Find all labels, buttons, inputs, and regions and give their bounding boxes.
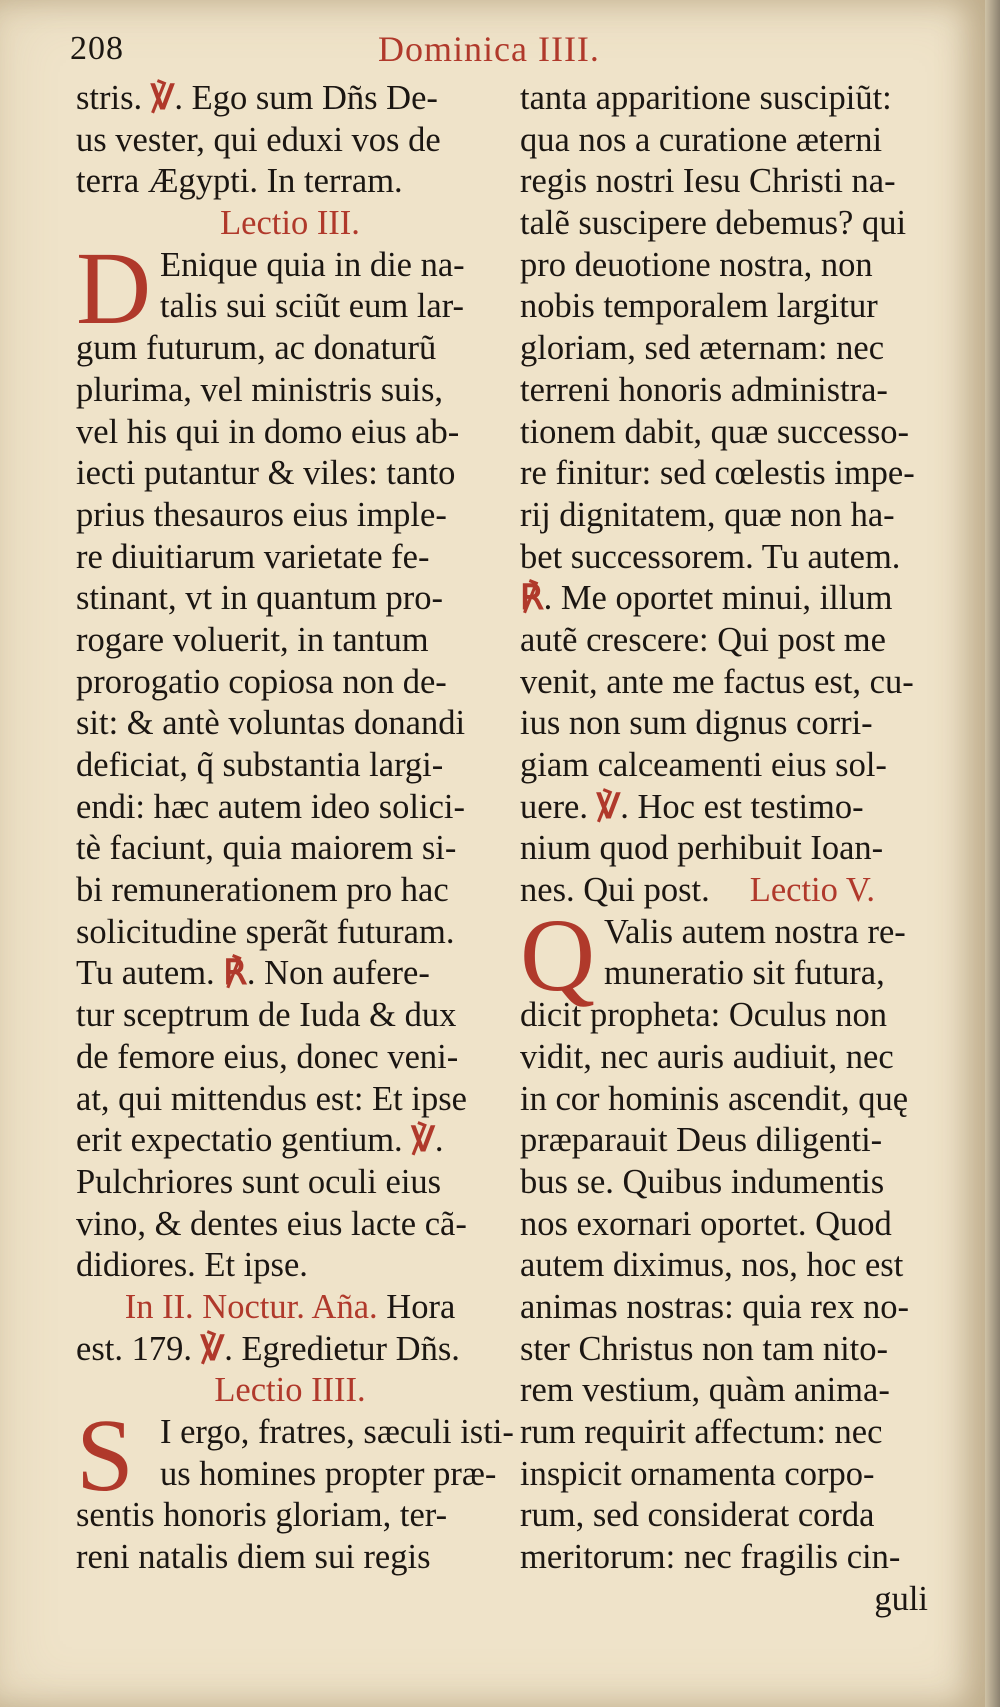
text-line: deficiat, q̃ substantia largi- — [76, 746, 444, 784]
text-line: prorogatio copiosa non de- — [76, 662, 447, 701]
text-line: rum requirit affectum: nec — [520, 1413, 883, 1451]
text-line: de femore eius, donec veni- — [76, 1037, 459, 1076]
text-line: giam calceamenti eius sol- — [520, 746, 887, 784]
text-line: sit: & antè voluntas donandi — [76, 704, 466, 743]
lectio-5-block — [520, 897, 938, 1579]
text-line: Tu autem. ℟. Non aufere- — [76, 954, 430, 993]
text-line: re finitur: sed cœlestis impe- — [520, 454, 915, 493]
nocturn-rubric-line — [76, 1287, 504, 1329]
page-number: 208 — [70, 30, 124, 67]
catchword: guli — [874, 1579, 928, 1618]
text-line: tè faciunt, quia maiorem si- — [76, 829, 457, 868]
text-line: ster Christus non tam nito- — [520, 1329, 888, 1368]
text-line: qua nos a curatione æterni — [520, 120, 883, 159]
text-line: bi remunerationem pro hac — [76, 871, 449, 910]
text-line: us vester, qui eduxi vos de — [76, 120, 441, 159]
text-line: rem vestium, quàm anima- — [520, 1371, 890, 1410]
text-line: pro deuotione nostra, non — [520, 245, 873, 284]
text-line: talẽ suscipere debemus? qui — [520, 204, 907, 243]
text-line: in cor hominis ascendit, quę — [520, 1079, 909, 1118]
lectio-4-heading: Lectio IIII. — [214, 1371, 366, 1410]
text-line: muneratio sit futura, — [604, 954, 885, 993]
text-line: terra Ægypti. In terram. — [76, 162, 403, 201]
text-line: rogare voluerit, in tantum — [76, 620, 429, 659]
text-line: solicitudine sperãt futuram. — [76, 912, 455, 951]
text-line: tionem dabit, quæ successo- — [520, 412, 910, 451]
nocturn-rubric: In II. Noctur. Aña. — [124, 1287, 378, 1326]
text-line: terreni honoris administra- — [520, 370, 888, 409]
text-line: plurima, vel ministris suis, — [76, 370, 444, 409]
page-edge — [985, 0, 1000, 1707]
left-column — [76, 78, 514, 1579]
text-line: autem diximus, nos, hoc est — [520, 1246, 904, 1285]
page-header — [70, 30, 940, 72]
lectio-5-heading: Lectio V. — [749, 871, 875, 910]
text-line: sentis honoris gloriam, ter- — [76, 1496, 448, 1535]
text-line: nes. Qui post. — [520, 871, 710, 910]
lectio-3-heading: Lectio III. — [220, 204, 360, 243]
text-line: us homines propter præ- — [160, 1454, 497, 1493]
text-line: bus se. Quibus indumentis — [520, 1162, 885, 1201]
versicle-symbol: ℣ — [200, 1329, 225, 1368]
drop-cap-d: D — [76, 230, 152, 346]
lectio-4-block — [76, 1398, 514, 1579]
text-line: ius non sum dignus corri- — [520, 704, 873, 743]
text-line: Pulchriores sunt oculi eius — [76, 1162, 442, 1201]
text-line: rum, sed considerat corda — [520, 1496, 875, 1535]
responsory-symbol: ℟ — [520, 579, 544, 618]
text-line: bet successorem. Tu autem. — [520, 537, 901, 576]
text-line: præparauit Deus diligenti- — [520, 1121, 883, 1160]
text-line: talis sui sciũt eum lar- — [160, 287, 464, 326]
text-line: reni natalis diem sui regis — [76, 1538, 431, 1577]
text-line: animas nostras: quia rex no- — [520, 1287, 909, 1326]
text-line: didiores. Et ipse. — [76, 1246, 308, 1285]
text-line: nobis temporalem largitur — [520, 287, 878, 326]
text-line: regis nostri Iesu Christi na- — [520, 162, 896, 201]
text-line: erit expectatio gentium. ℣. — [76, 1121, 444, 1160]
text-line: stris. ℣. Ego sum Dñs De- — [76, 79, 438, 117]
text-line: I ergo, fratres, sæculi isti- — [160, 1413, 514, 1451]
text-line: tanta apparitione suscipiũt: — [520, 79, 892, 117]
versicle-symbol: ℣ — [150, 79, 175, 117]
text-line: vel his qui in domo eius ab- — [76, 412, 460, 451]
text-line: gum futurum, ac donaturũ — [76, 329, 437, 368]
text-line: meritorum: nec fragilis cin- — [520, 1538, 901, 1577]
versicle-symbol: ℣ — [596, 787, 621, 826]
text-line: gloriam, sed æternam: nec — [520, 329, 885, 368]
text-line: ℟. Me oportet minui, illum — [520, 579, 893, 618]
text-line: est. 179. ℣. Egredietur Dñs. — [76, 1329, 460, 1368]
text-line: vino, & dentes eius lacte cã- — [76, 1204, 467, 1243]
drop-cap-q: Q — [520, 897, 596, 1013]
text-line: iecti putantur & viles: tanto — [76, 454, 456, 493]
right-column — [520, 78, 938, 1620]
text-line: prius thesauros eius imple- — [76, 495, 447, 534]
text-line: rij dignitatem, quæ non ha- — [520, 495, 895, 534]
drop-cap-s: S — [76, 1398, 134, 1513]
text-line: stinant, vt in quantum pro- — [76, 579, 444, 618]
versicle-symbol: ℣ — [411, 1121, 435, 1160]
text-line: nium quod perhibuit Ioan- — [520, 829, 884, 868]
text-line: dicit propheta: Oculus non — [520, 996, 887, 1035]
running-head: Dominica IIII. — [378, 29, 600, 69]
text-line: endi: hæc autem ideo solici- — [76, 787, 465, 826]
text-line: tur sceptrum de Iuda & dux — [76, 996, 457, 1035]
text-line: inspicit ornamenta corpo- — [520, 1454, 875, 1493]
responsory-symbol: ℟ — [223, 954, 247, 993]
text-line: at, qui mittendus est: Et ipse — [76, 1079, 467, 1118]
text-line: nos exornari oportet. Quod — [520, 1204, 892, 1243]
text-line: uere. ℣. Hoc est testimo- — [520, 787, 864, 826]
text-line: venit, ante me factus est, cu- — [520, 662, 914, 701]
nocturn-antiphon: Hora — [377, 1287, 456, 1326]
text-line: re diuitiarum varietate fe- — [76, 537, 430, 576]
text-line: autẽ crescere: Qui post me — [520, 620, 886, 659]
text-line: Enique quia in die na- — [160, 245, 465, 284]
lectio-3-block — [76, 230, 504, 954]
text-line: Valis autem nostra re- — [604, 912, 906, 951]
text-line: vidit, nec auris audiuit, nec — [520, 1037, 894, 1076]
